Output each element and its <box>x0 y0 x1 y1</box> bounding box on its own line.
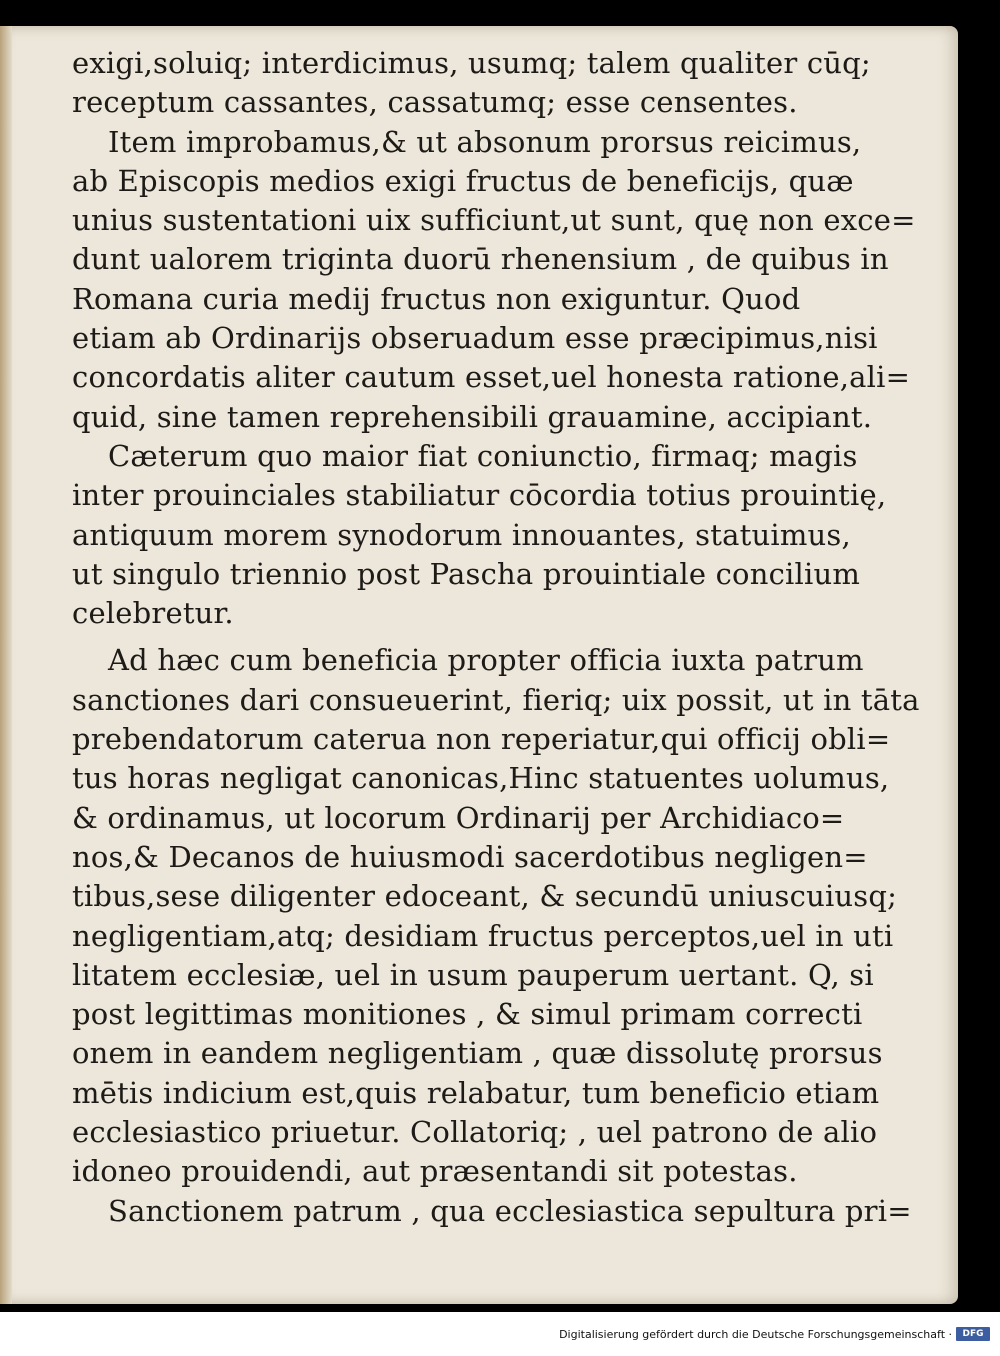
text-line: idoneo prouidendi, aut præsentandi sit potestas. <box>72 1154 798 1189</box>
credit-text: Digitalisierung gefördert durch die Deutsche Forschungsgemeinschaft · <box>559 1327 952 1341</box>
text-line: nos,& Decanos de huiusmodi sacerdotibus negligen= <box>72 839 868 874</box>
text-line: ecclesiastico priuetur. Collatoriq; , uel patrono de alio <box>72 1115 878 1150</box>
text-line: inter prouinciales stabiliatur cōcordia totius prouintię, <box>72 478 887 513</box>
text-line: quid, sine tamen reprehensibili grauamine, accipiant. <box>72 399 873 434</box>
page-text <box>72 44 920 1231</box>
text-line: prebendatorum caterua non reperiatur,qui officij obli= <box>72 722 891 757</box>
page-binding-edge <box>0 26 12 1304</box>
text-line: Item improbamus,& ut absonum prorsus reicimus, <box>108 124 862 159</box>
text-line: Romana curia medij fructus non exiguntur. Quod <box>72 281 801 316</box>
text-line: etiam ab Ordinarijs obseruadum esse præcipimus,nisi <box>72 321 878 356</box>
text-line: mētis indicium est,quis relabatur, tum beneficio etiam <box>72 1075 880 1110</box>
text-line: sanctiones dari consueuerint, fieriq; uix possit, ut in tāta <box>72 682 920 717</box>
book-page <box>0 26 958 1304</box>
dfg-logo: DFG <box>956 1327 990 1341</box>
paragraph-gap <box>72 633 792 641</box>
text-line: concordatis aliter cautum esset,uel honesta ratione,ali= <box>72 360 911 395</box>
text-line: unius sustentationi uix sufficiunt,ut sunt, quę non exce= <box>72 203 916 238</box>
text-line: Sanctionem patrum , qua ecclesiastica sepultura pri= <box>108 1193 912 1228</box>
text-line: antiquum morem synodorum innouantes, statuimus, <box>72 517 851 552</box>
text-line: ut singulo triennio post Pascha prouintiale concilium <box>72 556 861 591</box>
text-line: ab Episcopis medios exigi fructus de beneficijs, quæ <box>72 163 854 198</box>
text-line: tus horas negligat canonicas,Hinc statuentes uolumus, <box>72 761 890 796</box>
text-line: receptum cassantes, cassatumq; esse censentes. <box>72 85 798 120</box>
text-line: Cæterum quo maior fiat coniunctio, firmaq; magis <box>108 438 858 473</box>
text-line: celebretur. <box>72 596 234 631</box>
digitization-credit <box>559 1316 990 1352</box>
text-line: Ad hæc cum beneficia propter officia iuxta patrum <box>108 643 864 678</box>
text-line: dunt ualorem triginta duorū rhenensium , de quibus in <box>72 242 889 277</box>
text-line: post legittimas monitiones , & simul primam correcti <box>72 997 863 1032</box>
text-line: exigi,soluiq; interdicimus, usumq; talem qualiter cūq; <box>72 46 871 80</box>
text-line: onem in eandem negligentiam , quæ dissolutę prorsus <box>72 1036 883 1071</box>
text-line: tibus,sese diligenter edoceant, & secundū uniuscuiusq; <box>72 879 898 914</box>
text-line: litatem ecclesiæ, uel in usum pauperum uertant. Q, si <box>72 957 874 992</box>
text-line: & ordinamus, ut locorum Ordinarij per Archidiaco= <box>72 800 845 835</box>
text-line: negligentiam,atq; desidiam fructus perceptos,uel in uti <box>72 918 894 953</box>
